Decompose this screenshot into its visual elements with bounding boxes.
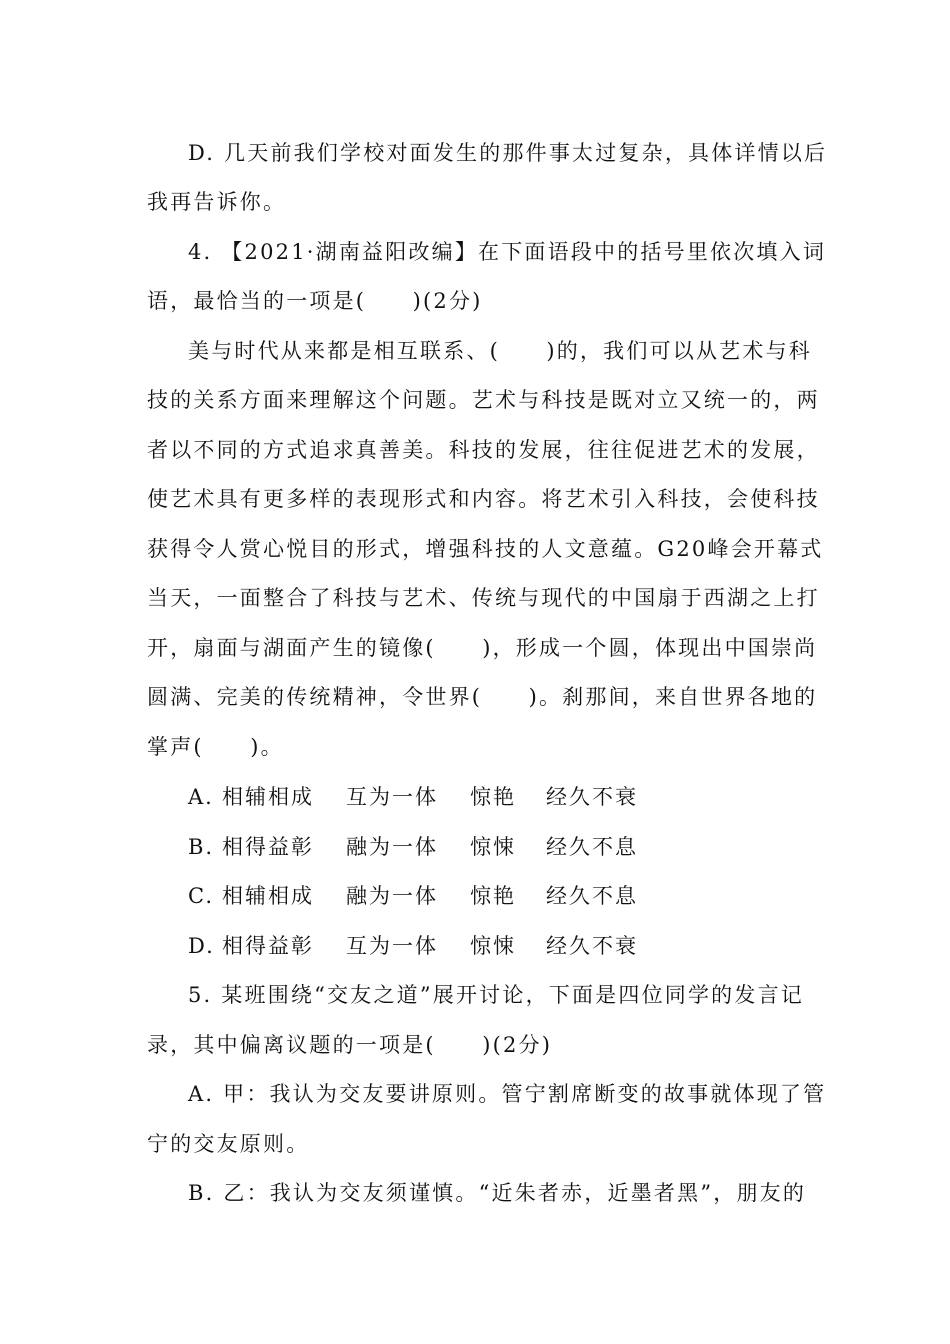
option-word: 互为一体 xyxy=(346,785,438,809)
q4-passage-line: 掌声( )。 xyxy=(147,735,284,759)
q4-stem-line1: 4. 【2021·湖南益阳改编】在下面语段中的括号里依次填入词 xyxy=(188,240,827,264)
q5-option-b-line1: B. 乙：我认为交友须谨慎。“近朱者赤，近墨者黑”，朋友的 xyxy=(188,1181,807,1205)
q3-option-d-line1: D. 几天前我们学校对面发生的那件事太过复杂，具体详情以后 xyxy=(188,141,828,165)
q5-option-a-line1: A. 甲：我认为交友要讲原则。管宁割席断变的故事就体现了管 xyxy=(188,1082,827,1106)
option-letter: D. xyxy=(188,934,215,958)
option-letter: C. xyxy=(188,884,214,908)
q4-option-a xyxy=(0,782,950,812)
option-word: 惊悚 xyxy=(470,934,516,958)
option-word: 相得益彰 xyxy=(222,835,314,859)
option-letter: A. xyxy=(188,785,214,809)
q4-option-d xyxy=(0,931,950,961)
option-word: 惊艳 xyxy=(470,785,516,809)
option-word: 经久不衰 xyxy=(546,934,638,958)
option-word: 相辅相成 xyxy=(222,785,314,809)
q4-passage-line: 获得令人赏心悦目的形式，增强科技的人文意蕴。G20峰会开幕式 xyxy=(147,537,824,561)
q4-option-b xyxy=(0,832,950,862)
q5-stem-line1: 5. 某班围绕“交友之道”展开讨论，下面是四位同学的发言记 xyxy=(188,983,804,1007)
q4-passage-line: 使艺术具有更多样的表现形式和内容。将艺术引入科技，会使科技 xyxy=(147,487,820,511)
option-word: 相得益彰 xyxy=(222,934,314,958)
q4-passage-line: 技的关系方面来理解这个问题。艺术与科技是既对立又统一的，两 xyxy=(147,388,820,412)
q5-option-a-line2: 宁的交友原则。 xyxy=(147,1132,310,1156)
option-word: 惊悚 xyxy=(470,835,516,859)
q3-option-d-line2: 我再告诉你。 xyxy=(147,190,287,214)
option-word: 经久不衰 xyxy=(546,785,638,809)
option-letter: B. xyxy=(188,835,215,859)
option-word: 经久不息 xyxy=(546,835,638,859)
option-word: 经久不息 xyxy=(546,884,638,908)
q4-passage-line: 当天，一面整合了科技与艺术、传统与现代的中国扇于西湖之上打 xyxy=(147,586,820,610)
option-word: 融为一体 xyxy=(346,884,438,908)
q5-stem-line2: 录，其中偏离议题的一项是( )(2分) xyxy=(147,1033,553,1057)
option-word: 融为一体 xyxy=(346,835,438,859)
q4-passage-line: 美与时代从来都是相互联系、( )的，我们可以从艺术与科 xyxy=(188,339,812,363)
option-word: 相辅相成 xyxy=(222,884,314,908)
option-word: 惊艳 xyxy=(470,884,516,908)
q4-option-c xyxy=(0,881,950,911)
q4-stem-line2: 语，最恰当的一项是( )(2分) xyxy=(147,289,483,313)
q4-passage-line: 圆满、完美的传统精神，令世界( )。刹那间，来自世界各地的 xyxy=(147,685,818,709)
q4-passage-line: 者以不同的方式追求真善美。科技的发展，往往促进艺术的发展， xyxy=(147,438,820,462)
option-word: 互为一体 xyxy=(346,934,438,958)
q4-passage-line: 开，扇面与湖面产生的镜像( )，形成一个圆，体现出中国崇尚 xyxy=(147,636,818,660)
